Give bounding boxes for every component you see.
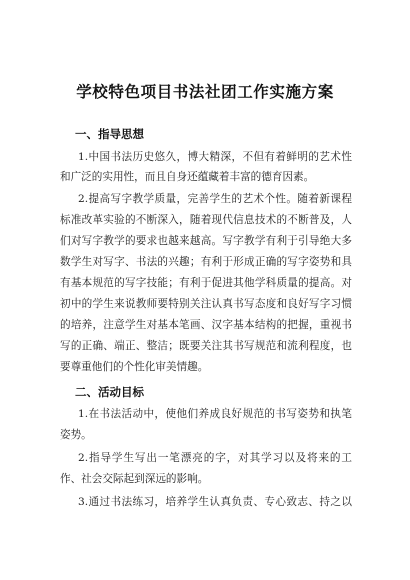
paragraph-line: 要尊重他们的个性化审美情趣。 xyxy=(60,361,209,373)
section-heading-activity-goals: 二、活动目标 xyxy=(75,385,144,399)
paragraph-line: 作、社会交际起到深远的影响。 xyxy=(60,473,209,485)
paragraph-line: 3.通过书法练习，培养学生认真负责、专心致志、持之以 xyxy=(78,496,352,508)
paragraph-line: 写的正确、端正、整洁；既要关注其书写规范和流利程度，也 xyxy=(60,340,352,352)
paragraph-line: 2.指导学生写出一笔漂亮的字，对其学习以及将来的工 xyxy=(78,452,352,464)
paragraph-line: 姿势。 xyxy=(60,429,92,441)
paragraph-line: 和广泛的实用性，而且自身还蕴藏着丰富的德育因素。 xyxy=(60,171,315,183)
paragraph-line: 数学生对写字、书法的兴趣；有利于形成正确的写字姿势和具 xyxy=(60,256,352,268)
paragraph-line: 标准改革实验的不断深入，随着现代信息技术的不断普及，人 xyxy=(60,214,352,226)
section-heading-guiding-ideology: 一、指导思想 xyxy=(75,127,144,141)
paragraph-line: 们对写字教学的要求也越来越高。写字教学有利于引导绝大多 xyxy=(60,235,352,247)
paragraph-line: 2.提高写字教学质量，完善学生的艺术个性。随着新课程 xyxy=(78,193,352,205)
paragraph-line: 1.中国书法历史悠久，博大精深，不但有着鲜明的艺术性 xyxy=(78,151,352,163)
paragraph-line: 1.在书法活动中，使他们养成良好规范的书写姿势和执笔 xyxy=(78,408,352,420)
paragraph-line: 的培养，注意学生对基本笔画、汉字基本结构的把握，重视书 xyxy=(60,319,352,331)
paragraph-line: 初中的学生来说教师要特别关注认真书写态度和良好写字习惯 xyxy=(60,298,352,310)
paragraph-line: 有基本规范的写字技能；有利于促进其他学科质量的提高。对 xyxy=(60,277,352,289)
document-title: 学校特色项目书法社团工作实施方案 xyxy=(76,83,334,101)
